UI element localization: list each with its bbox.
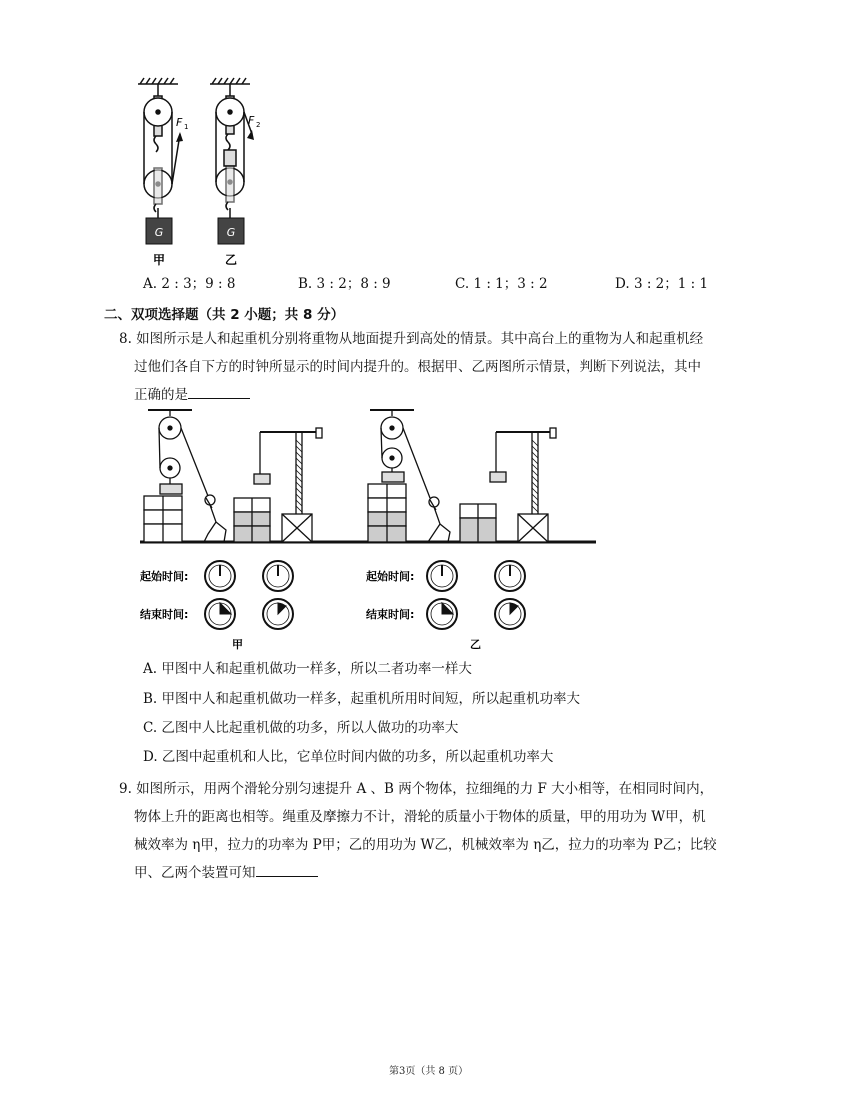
clock-end-jia-crane (263, 599, 293, 629)
weight-label-jia: G (154, 226, 164, 239)
end-time-label-yi: 结束时间: (366, 608, 415, 621)
scene-jia (144, 410, 270, 542)
q7-option-b: B. 3 : 2；8 : 9 (298, 276, 391, 292)
page-footer: 第3页（共 8 页） (389, 1066, 469, 1077)
label-yi: 乙 (224, 253, 238, 267)
end-time-label-jia: 结束时间: (140, 608, 189, 621)
crane-yi (490, 428, 556, 542)
start-time-label-jia: 起始时间: (140, 570, 189, 583)
clock-start-yi-crane (495, 561, 525, 591)
force2-label: F (248, 114, 255, 127)
pulley-figure (130, 74, 270, 274)
force-arrow-f1 (176, 132, 183, 142)
q8-line2: 过他们各自下方的时钟所显示的时间内提升的。根据甲、乙两图所示情景，判断下列说法，其中 (134, 359, 701, 375)
ceiling-left (138, 78, 178, 84)
section2-heading: 二、双项选择题（共 2 小题；共 8 分） (104, 307, 345, 323)
q8-option-b: B. 甲图中人和起重机做功一样多，起重机所用时间短，所以起重机功率大 (143, 691, 581, 707)
answer-blank-q9[interactable] (256, 862, 318, 877)
start-time-label-yi: 起始时间: (366, 570, 415, 583)
q9-line3: 械效率为 η甲，拉力的功率为 P甲；乙的用功为 W乙，机械效率为 η乙，拉力的功率为 P乙；比较 (134, 837, 717, 853)
q9-line4: 甲、乙两个装置可知 (134, 859, 318, 887)
clock-start-yi-man (427, 561, 457, 591)
label-jia: 甲 (152, 253, 166, 267)
clock-end-yi-man (427, 599, 457, 629)
weight-label-yi: G (226, 226, 236, 239)
q9-line1: 9. 如图所示，用两个滑轮分别匀速提升 A 、B 两个物体，拉细绳的力 F 大小相等，在相同时间内， (119, 781, 714, 797)
q8-figure (130, 406, 600, 656)
q8-line1: 8. 如图所示是人和起重机分别将重物从地面提升到高处的情景。其中高台上的重物为人和起重机经 (119, 331, 704, 347)
clock-start-jia-crane (263, 561, 293, 591)
q8-label-yi: 乙 (470, 638, 481, 651)
answer-blank-q8[interactable] (188, 384, 250, 399)
force1-label: F (176, 116, 183, 129)
clock-end-jia-man (205, 599, 235, 629)
scene-yi (368, 410, 496, 542)
ceiling-right (210, 78, 250, 84)
clock-start-jia-man (205, 561, 235, 591)
q8-option-a: A. 甲图中人和起重机做功一样多，所以二者功率一样大 (143, 661, 472, 677)
q8-label-jia: 甲 (232, 638, 243, 651)
q9-line2: 物体上升的距离也相等。绳重及摩擦力不计，滑轮的质量小于物体的质量，甲的用功为 W甲，机 (134, 809, 706, 825)
q7-option-d: D. 3 : 2；1 : 1 (615, 276, 709, 292)
q8-line3: 正确的是 (134, 381, 250, 409)
pulley-system-yi (216, 84, 252, 218)
q8-option-d: D. 乙图中起重机和人比，它单位时间内做的功多，所以起重机功率大 (143, 749, 554, 765)
q7-option-a: A. 2 : 3；9 : 8 (143, 276, 236, 292)
q7-option-c: C. 1 : 1；3 : 2 (455, 276, 548, 292)
force2-sub: 2 (256, 121, 261, 129)
force1-sub: 1 (184, 123, 189, 131)
q8-option-c: C. 乙图中人比起重机做的功多，所以人做功的功率大 (143, 720, 459, 736)
pulley-system-jia (144, 84, 180, 218)
clock-end-yi-crane (495, 599, 525, 629)
